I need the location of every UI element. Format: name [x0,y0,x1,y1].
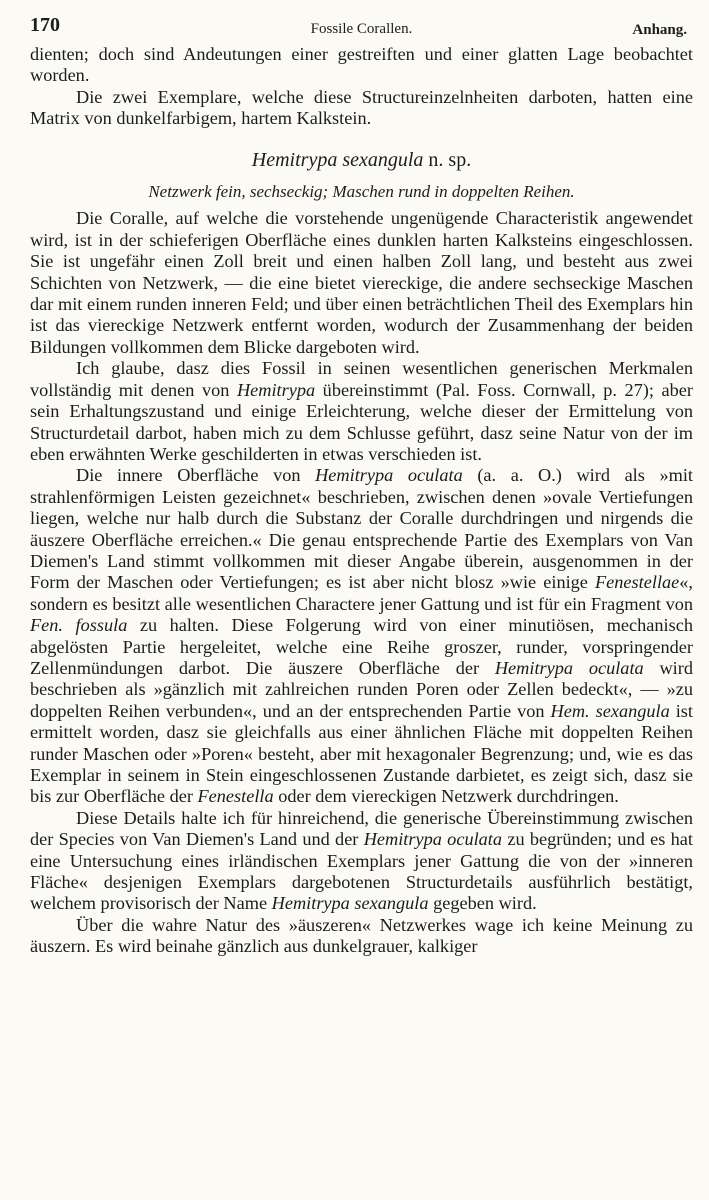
species-name: Hemitrypa sexangula [251,148,424,171]
paragraph [30,358,693,465]
taxon-name: Hemitrypa oculata [363,829,503,850]
taxon-name: Hemitrypa oculata [315,465,463,486]
paragraph: Die Coralle, auf welche die vorstehende ungenügende Characteristik angewendet wird, ist in der schieferigen Oberfläche eines dunklen harten Kalksteins eingeschlossen. Sie ist ungefähr einen Zoll breit und einen halben Zoll lang, und besteht aus zwei Schichten von Netzwerk, — die eine bietet viereckige, die andere sechseckige Maschen dar mit einem runden inneren Feld; und über einen beträchtlichen Theil des Exemplars hin ist das viereckige Netzwerk entfernt worden, wodurch der Zusammenhang der beiden Bildungen vollkommen dem Blicke dargeboten wird. [30,208,693,357]
body-text [30,44,693,958]
species-suffix: n. sp. [428,148,472,171]
text-run: wird beschrieben als »gänzlich mit zahlreichen runden Poren oder Zellen bedeckt«, — »zu doppelten Reihen verbunden«, und an der entsprechenden Partie von [30,657,693,721]
text-run: zu halten. Diese Folgerung wird von einer minutiösen, mechanisch abgelösten Partie hergeleitet, welche eine Reihe groszer, runder, vorspringender Zellenmündungen darbot. Die äuszere Oberfläche der [30,615,693,678]
page-header [30,0,693,44]
taxon-name: Hemitrypa oculata [494,657,644,678]
page-number: 170 [30,14,60,36]
taxon-name: Hem. sexangula [550,700,670,721]
taxon-name: Hemitrypa sexangula [271,893,429,914]
running-title: Fossile Corallen. [310,21,413,37]
species-heading [30,150,693,171]
text-run: (a. a. O.) wird als »mit strahlenförmigen Leisten gezeichnet« beschrieben, zwischen denen »ovale Vertiefungen liegen, welche nur halb durch die Substanz der Coralle durchdringen und nirgends die äuszere Oberfläche erreichen.« Die genau entsprechende Partie des Exemplars von Van Diemen's Land stimmt vollkommen mit dieser Angabe überein, ausgenommen in der Form der Maschen oder Vertiefungen; es ist aber nicht blosz »wie einige [30,465,693,593]
text-run: übereinstimmt (Pal. Foss. Cornwall, p. 27); aber sein Erhaltungszustand und einige Erleichterung, welche dieser der Ermittelung von Structurdetail darbot, haben mich zu dem Schlusse geführt, dasz seine Natur von der im eben erwähnten Werke geschilderten in etwas verschieden ist. [30,379,693,464]
text-run: oder dem viereckigen Netzwerk durchdringen. [273,786,619,807]
taxon-name: Fenestellae [595,572,680,593]
paragraph [30,808,693,915]
text-run: Diese Details halte ich für hinreichend, die generische Übereinstimmung zwischen der Species von Van Diemen's Land und der [30,807,693,850]
taxon-name: Fen. fossula [30,615,128,636]
text-run: Die innere Oberfläche von [76,465,316,486]
species-diagnosis: Netzwerk fein, sechseckig; Maschen rund in doppelten Reihen. [148,182,575,202]
paragraph: Die zwei Exemplare, welche diese Structureinzelnheiten darboten, hatten eine Matrix von dunkelfarbigem, hartem Kalkstein. [30,86,693,129]
paragraph: dienten; doch sind Andeutungen einer gestreiften und einer glatten Lage beobachtet worden. [30,44,693,86]
text-run: «, sondern es besitzt alle wesentlichen Charactere jener Gattung und ist für ein Fragment von [30,572,693,614]
paragraph [30,465,693,808]
paragraph: Über die wahre Natur des »äuszeren« Netzwerkes wage ich keine Meinung zu äuszern. Es wird beinahe gänzlich aus dunkelgrauer, kalkiger [30,914,693,957]
text-run: gegeben wird. [428,893,537,914]
text-run: ist ermittelt worden, dasz sie gleichfalls aus einer ähnlichen Fläche mit doppelten Reihen runder Maschen oder »Poren« besteht, aber mit hexagonaler Begrenzung; und, wie es das Exemplar in seinem in Stein eingeschlossenen Zustande darbietet, es zeigt sich, dasz sie bis zur Oberfläche der [30,700,694,807]
text-run: zu begründen; und es hat eine Untersuchung eines irländischen Exemplars jener Gattung die von der »inneren Fläche« desjenigen Exemplars dargebotenen Structurdetails ausführlich bestätigt, welchem provisorisch der Name [30,829,693,914]
text-run: Ich glaube, dasz dies Fossil in seinen wesentlichen generischen Merkmalen vollständig mit denen von [30,358,693,400]
taxon-name: Hemitrypa [236,379,316,400]
section-label: Anhang. [632,22,687,38]
taxon-name: Fenestella [197,786,274,807]
